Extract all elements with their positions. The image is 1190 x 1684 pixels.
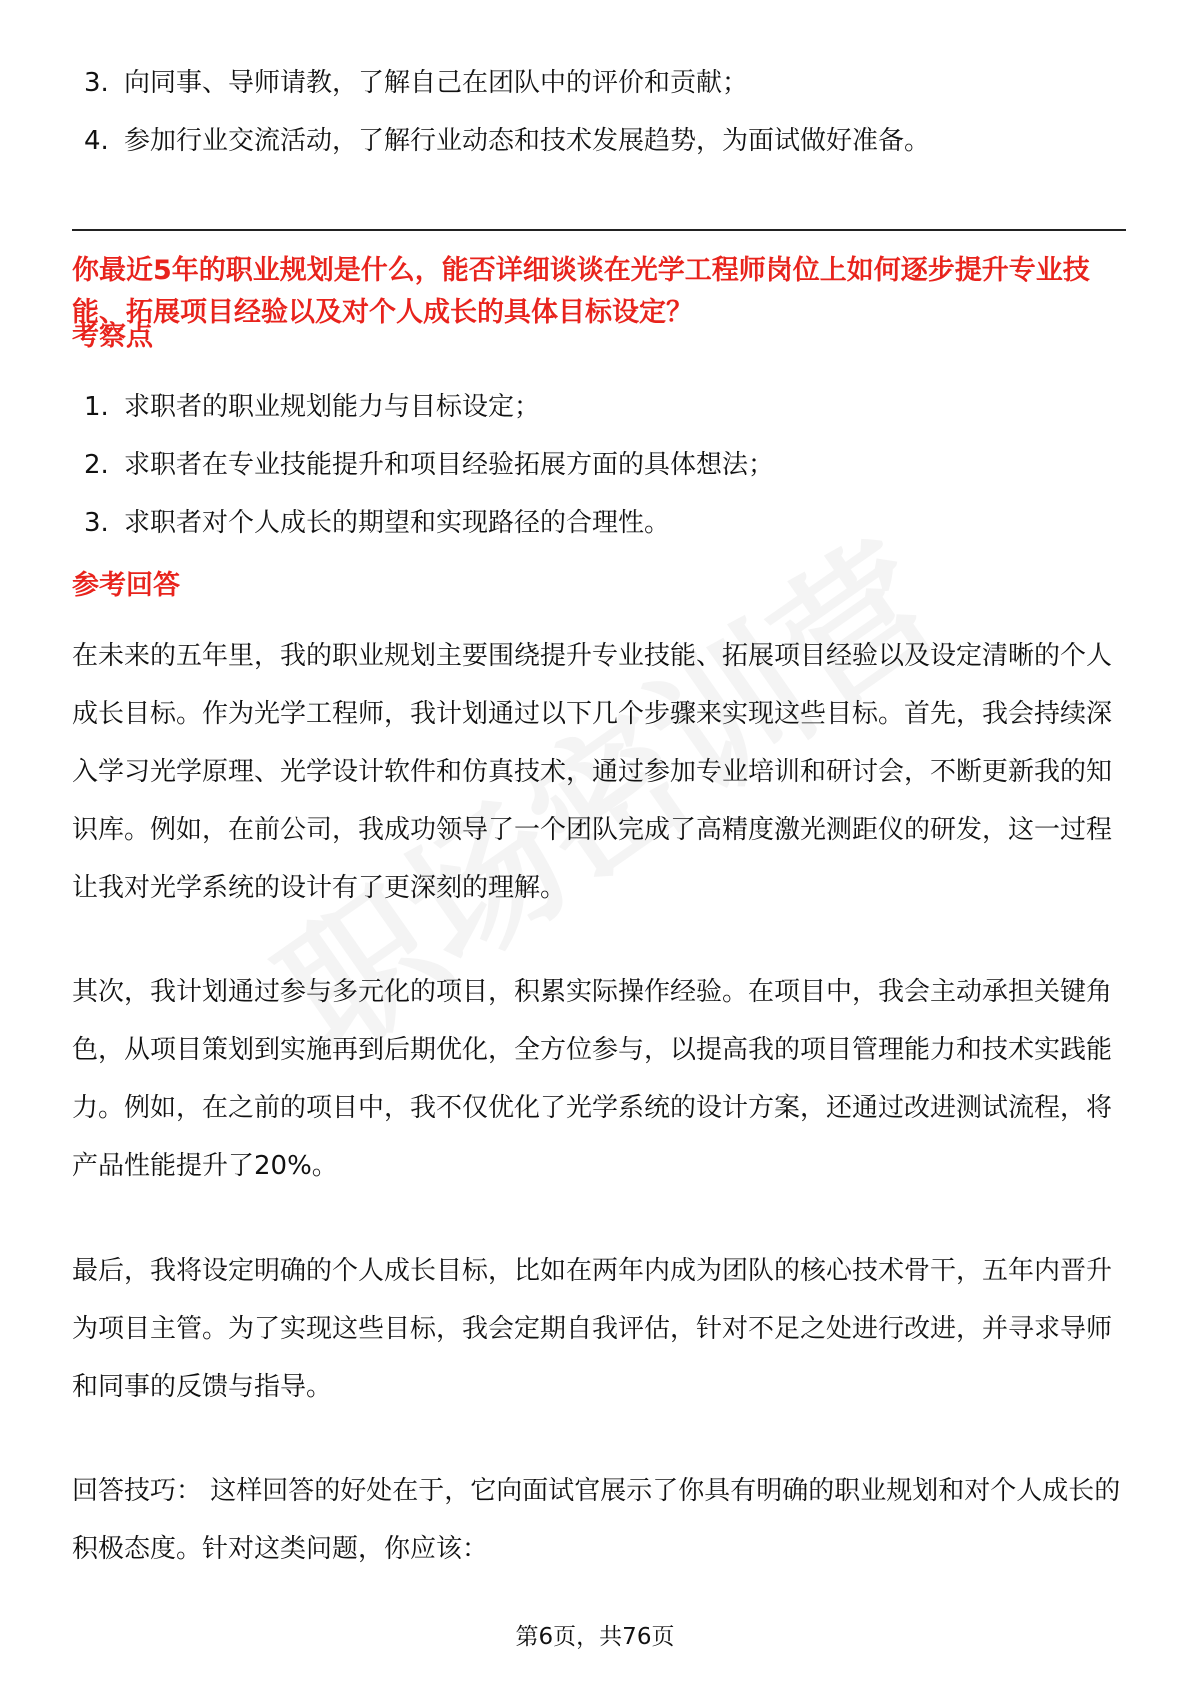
list-item	[72, 502, 1122, 560]
list-text: 求职者对个人成长的期望和实现路径的合理性。	[124, 508, 671, 538]
question-heading: 你最近5年的职业规划是什么，能否详细谈谈在光学工程师岗位上如何逐步提升专业技能、拓展项目经验以及对个人成长的具体目标设定？	[72, 255, 1090, 328]
kaochadian-list	[72, 386, 1122, 560]
list-item	[72, 444, 1122, 502]
list-text: 向同事、导师请教，了解自己在团队中的评价和贡献；	[124, 68, 749, 98]
list-item	[72, 62, 1122, 120]
kaochadian-label: 考察点	[72, 321, 153, 352]
tips-paragraph: 回答技巧： 这样回答的好处在于，它向面试官展示了你具有明确的职业规划和对个人成长的积极态度。针对这类问题，你应该：	[72, 1476, 1121, 1564]
list-text: 求职者的职业规划能力与目标设定；	[124, 392, 541, 422]
list-number: 3.	[84, 508, 109, 538]
top-list	[72, 62, 1122, 178]
list-item	[72, 386, 1122, 444]
list-text: 求职者在专业技能提升和项目经验拓展方面的具体想法；	[124, 450, 775, 480]
list-number: 4.	[84, 126, 109, 156]
list-number: 1.	[84, 392, 109, 422]
list-text: 参加行业交流活动，了解行业动态和技术发展趋势，为面试做好准备。	[124, 126, 931, 156]
answer-paragraph: 其次，我计划通过参与多元化的项目，积累实际操作经验。在项目中，我会主动承担关键角色，从项目策划到实施再到后期优化，全方位参与，以提高我的项目管理能力和技术实践能力。例如，在之前的项目中，我不仅优化了光学系统的设计方案，还通过改进测试流程，将产品性能提升了20%。	[72, 977, 1113, 1181]
list-number: 3.	[84, 68, 109, 98]
answer-paragraph: 在未来的五年里，我的职业规划主要围绕提升专业技能、拓展项目经验以及设定清晰的个人成长目标。作为光学工程师，我计划通过以下几个步骤来实现这些目标。首先，我会持续深入学习光学原理、光学设计软件和仿真技术，通过参加专业培训和研讨会，不断更新我的知识库。例如，在前公司，我成功领导了一个团队完成了高精度激光测距仪的研发，这一过程让我对光学系统的设计有了更深刻的理解。	[72, 641, 1113, 903]
page-footer: 第6页，共76页	[515, 1624, 675, 1650]
answer-label: 参考回答	[72, 570, 180, 601]
answer-paragraph: 最后，我将设定明确的个人成长目标，比如在两年内成为团队的核心技术骨干，五年内晋升为项目主管。为了实现这些目标，我会定期自我评估，针对不足之处进行改进，并寻求导师和同事的反馈与指导。	[72, 1256, 1113, 1402]
list-item	[72, 120, 1122, 178]
section-divider	[72, 229, 1126, 231]
list-number: 2.	[84, 450, 109, 480]
